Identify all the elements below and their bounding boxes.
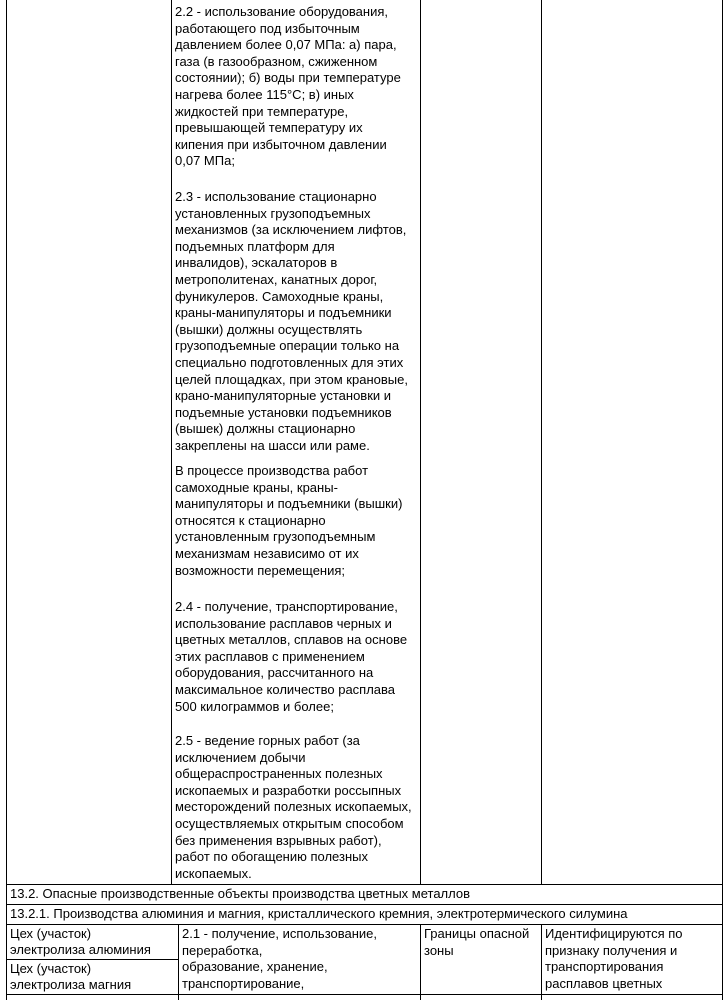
row-divider-2 bbox=[6, 904, 723, 905]
criterion-2-3-note: В процессе производства работ самоходные краны, краны- манипуляторы и подъемники (вышки) относятся к стационарно установленным грузоподъемным механизмам независимо от их возможности перемещения; bbox=[175, 463, 403, 578]
column-divider-3 bbox=[541, 0, 542, 884]
criterion-2-5: 2.5 - ведение горных работ (за исключением добычи общераспространенных полезных ископаемых и разработки россыпных месторождений полезных ископаемых, осуществляемых открытым способом без применения взрывных работ), работ по обогащению полезных ископаемых. bbox=[175, 733, 412, 881]
identification-criteria: Идентифицируются по признаку получения и транспортирования расплавов цветных bbox=[545, 926, 683, 991]
object-magnesium-electrolysis: Цех (участок) электролиза магния bbox=[10, 961, 132, 992]
criterion-2-2: 2.2 - использование оборудования, работающего под избыточным давлением более 0,07 МПа: а) пара, газа (в газообразном, сжиженном состоянии); б) воды при температуре нагрева более 115°С; в) иных жидкостей при температуре, превышающей температуру их кипения при избыточном давлении 0,07 МПа; bbox=[175, 4, 401, 169]
column-divider-1b bbox=[178, 924, 179, 1000]
sub-row-divider bbox=[6, 959, 178, 960]
column-divider-2 bbox=[420, 0, 421, 884]
table-border-right bbox=[722, 0, 723, 1000]
column-divider-2b bbox=[420, 924, 421, 1000]
column-divider-3b bbox=[541, 924, 542, 1000]
bottom-edge bbox=[6, 994, 723, 995]
criterion-2-3: 2.3 - использование стационарно установленных грузоподъемных механизмов (за исключением лифтов, подъемных платформ для инвалидов), эскалаторов в метрополитенах, канатных дорог, фуникулеров. Самоходные краны, краны-манипуляторы и подъемники (вышки) должны осуществлять грузоподъемные операции только на специально подготовленных для этих целей площадках, при этом крановые, крано-манипуляторные установки и подъемные установки подъемников (вышек) должны стационарно закреплены на шасси или раме. bbox=[175, 189, 408, 453]
row-divider-1 bbox=[6, 884, 723, 885]
section-13-2-1-heading: 13.2.1. Производства алюминия и магния, кристаллического кремния, электротермического силумина bbox=[10, 906, 628, 921]
criterion-2-1: 2.1 - получение, использование, переработка, образование, хранение, транспортирование, bbox=[182, 926, 378, 991]
table-border-left bbox=[6, 0, 7, 1000]
row-divider-3 bbox=[6, 924, 723, 925]
hazard-zone-boundaries: Границы опасной зоны bbox=[424, 926, 530, 958]
criterion-2-4: 2.4 - получение, транспортирование, использование расплавов черных и цветных металлов, сплавов на основе этих расплавов с применением оборудования, рассчитанного на максимальное количество расплава 500 килограммов и более; bbox=[175, 599, 408, 714]
object-aluminium-electrolysis: Цех (участок) электролиза алюминия bbox=[10, 926, 151, 957]
column-divider-1 bbox=[171, 0, 172, 884]
section-13-2-heading: 13.2. Опасные производственные объекты производства цветных металлов bbox=[10, 886, 471, 901]
